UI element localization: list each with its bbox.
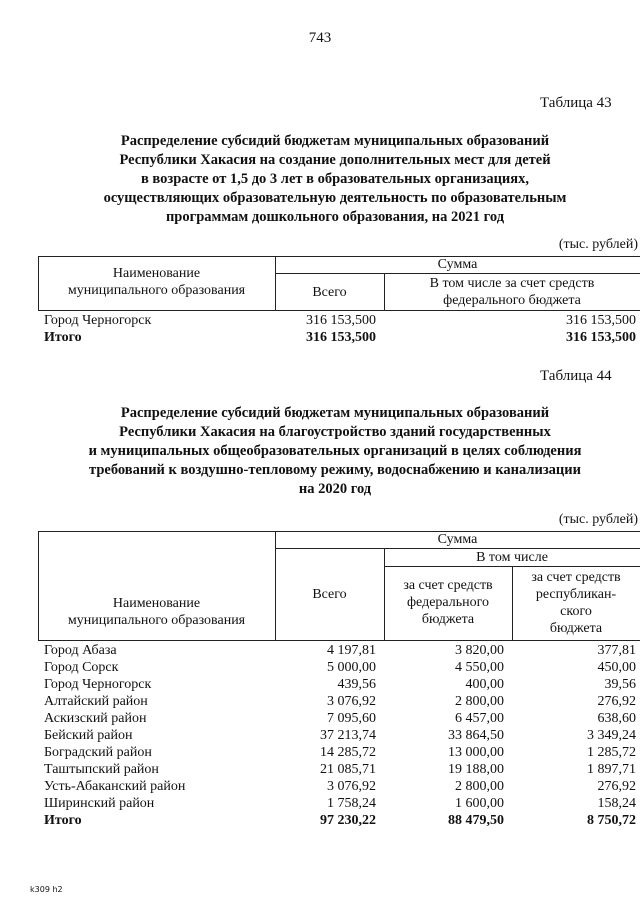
row-republic: 3 349,24 bbox=[587, 728, 636, 743]
row-name: Таштыпский район bbox=[44, 762, 159, 777]
row-name: Итого bbox=[44, 330, 82, 345]
row-total: 316 153,500 bbox=[306, 330, 376, 345]
row-federal: 13 000,00 bbox=[448, 745, 504, 760]
row-name: Боградский район bbox=[44, 745, 152, 760]
footer-code: k309 h2 bbox=[30, 885, 63, 894]
header-line: федерального бюджета bbox=[443, 293, 581, 308]
row-total: 7 095,60 bbox=[327, 711, 376, 726]
title-line: требований к воздушно-тепловому режиму, водоснабжению и канализации bbox=[89, 462, 581, 478]
title-line: Республики Хакасия на благоустройство зданий государственных bbox=[119, 424, 551, 440]
row-republic: 158,24 bbox=[597, 796, 636, 811]
row-federal: 3 820,00 bbox=[455, 643, 504, 658]
row-total: 37 213,74 bbox=[320, 728, 376, 743]
header-sum: Сумма bbox=[437, 257, 478, 272]
row-name: Город Сорск bbox=[44, 660, 119, 675]
table-row bbox=[38, 693, 638, 710]
header-line: муниципального образования bbox=[67, 613, 246, 628]
row-republic: 276,92 bbox=[597, 694, 636, 709]
row-republic: 1 897,71 bbox=[587, 762, 636, 777]
table-border bbox=[38, 310, 640, 311]
table-row bbox=[38, 312, 638, 329]
table-row bbox=[38, 744, 638, 761]
row-total: 21 085,71 bbox=[320, 762, 376, 777]
row-federal: 316 153,500 bbox=[566, 330, 636, 345]
table-row bbox=[38, 676, 638, 693]
table-row bbox=[38, 642, 638, 659]
title-line: Распределение субсидий бюджетам муниципальных образований bbox=[120, 133, 550, 149]
row-total: 316 153,500 bbox=[306, 313, 376, 328]
row-federal: 400,00 bbox=[465, 677, 504, 692]
table-row bbox=[38, 710, 638, 727]
header-total: Всего bbox=[312, 587, 347, 602]
header-including: В том числе bbox=[476, 550, 548, 565]
row-name: Алтайский район bbox=[44, 694, 148, 709]
row-name: Город Черногорск bbox=[44, 313, 152, 328]
header-line: Наименование bbox=[112, 596, 201, 611]
row-name: Город Абаза bbox=[44, 643, 117, 658]
row-total: 3 076,92 bbox=[327, 694, 376, 709]
row-republic: 450,00 bbox=[597, 660, 636, 675]
row-republic: 377,81 bbox=[597, 643, 636, 658]
header-line: за счет средств bbox=[403, 578, 493, 593]
header-line: ского bbox=[560, 604, 592, 619]
table-border bbox=[38, 640, 640, 641]
row-federal: 6 457,00 bbox=[455, 711, 504, 726]
title-line: Республики Хакасия на создание дополнительных мест для детей bbox=[119, 152, 551, 168]
row-total: 4 197,81 bbox=[327, 643, 376, 658]
row-federal: 2 800,00 bbox=[455, 694, 504, 709]
table-row bbox=[38, 761, 638, 778]
row-republic: 638,60 bbox=[597, 711, 636, 726]
row-federal: 316 153,500 bbox=[566, 313, 636, 328]
row-name: Итого bbox=[44, 813, 82, 828]
row-name: Ширинский район bbox=[44, 796, 155, 811]
row-total: 5 000,00 bbox=[327, 660, 376, 675]
row-republic: 276,92 bbox=[597, 779, 636, 794]
row-federal: 19 188,00 bbox=[448, 762, 504, 777]
row-federal: 1 600,00 bbox=[455, 796, 504, 811]
header-line: муниципального образования bbox=[67, 283, 246, 298]
row-name: Аскизский район bbox=[44, 711, 147, 726]
table-43-label: Таблица 43 bbox=[540, 95, 612, 111]
table-row bbox=[38, 659, 638, 676]
table-row bbox=[38, 778, 638, 795]
title-line: программам дошкольного образования, на 2021 год bbox=[165, 209, 505, 225]
header-line: В том числе за счет средств bbox=[429, 276, 595, 291]
header-sum: Сумма bbox=[437, 532, 478, 547]
title-line: на 2020 год bbox=[298, 481, 372, 497]
header-line: бюджета bbox=[421, 612, 475, 627]
table-44-label: Таблица 44 bbox=[540, 368, 612, 384]
row-name: Бейский район bbox=[44, 728, 133, 743]
row-name: Город Черногорск bbox=[44, 677, 152, 692]
table-row-total bbox=[38, 329, 638, 346]
table-row-total bbox=[38, 812, 638, 829]
row-total: 439,56 bbox=[337, 677, 376, 692]
row-name: Усть-Абаканский район bbox=[44, 779, 186, 794]
row-federal: 2 800,00 bbox=[455, 779, 504, 794]
table-44-unit: (тыс. рублей) bbox=[558, 512, 638, 527]
table-row bbox=[38, 727, 638, 744]
page-number: 743 bbox=[308, 30, 332, 46]
row-republic: 8 750,72 bbox=[587, 813, 636, 828]
header-name bbox=[38, 265, 275, 299]
header-line: бюджета bbox=[549, 621, 603, 636]
header-federal bbox=[384, 275, 640, 309]
title-line: в возрасте от 1,5 до 3 лет в образовательных организациях, bbox=[140, 171, 530, 187]
table-row bbox=[38, 795, 638, 812]
table-44-title bbox=[30, 404, 640, 499]
title-line: осуществляющих образовательную деятельность по образовательным bbox=[103, 190, 567, 206]
header-name bbox=[38, 595, 275, 629]
header-total: Всего bbox=[312, 285, 347, 300]
row-federal: 33 864,50 bbox=[448, 728, 504, 743]
header-line: республикан- bbox=[535, 587, 617, 602]
row-total: 14 285,72 bbox=[320, 745, 376, 760]
header-line: за счет средств bbox=[531, 570, 621, 585]
header-republic bbox=[512, 569, 640, 637]
title-line: и муниципальных общеобразовательных организаций в целях соблюдения bbox=[88, 443, 582, 459]
table-border bbox=[275, 273, 640, 274]
title-line: Распределение субсидий бюджетам муниципальных образований bbox=[120, 405, 550, 421]
header-line: федерального bbox=[406, 595, 490, 610]
table-43-unit: (тыс. рублей) bbox=[558, 237, 638, 252]
row-total: 3 076,92 bbox=[327, 779, 376, 794]
row-federal: 4 550,00 bbox=[455, 660, 504, 675]
header-line: Наименование bbox=[112, 266, 201, 281]
row-total: 97 230,22 bbox=[320, 813, 376, 828]
row-republic: 39,56 bbox=[604, 677, 636, 692]
header-federal bbox=[384, 577, 512, 628]
row-republic: 1 285,72 bbox=[587, 745, 636, 760]
table-43-title bbox=[30, 132, 640, 227]
row-federal: 88 479,50 bbox=[448, 813, 504, 828]
row-total: 1 758,24 bbox=[327, 796, 376, 811]
